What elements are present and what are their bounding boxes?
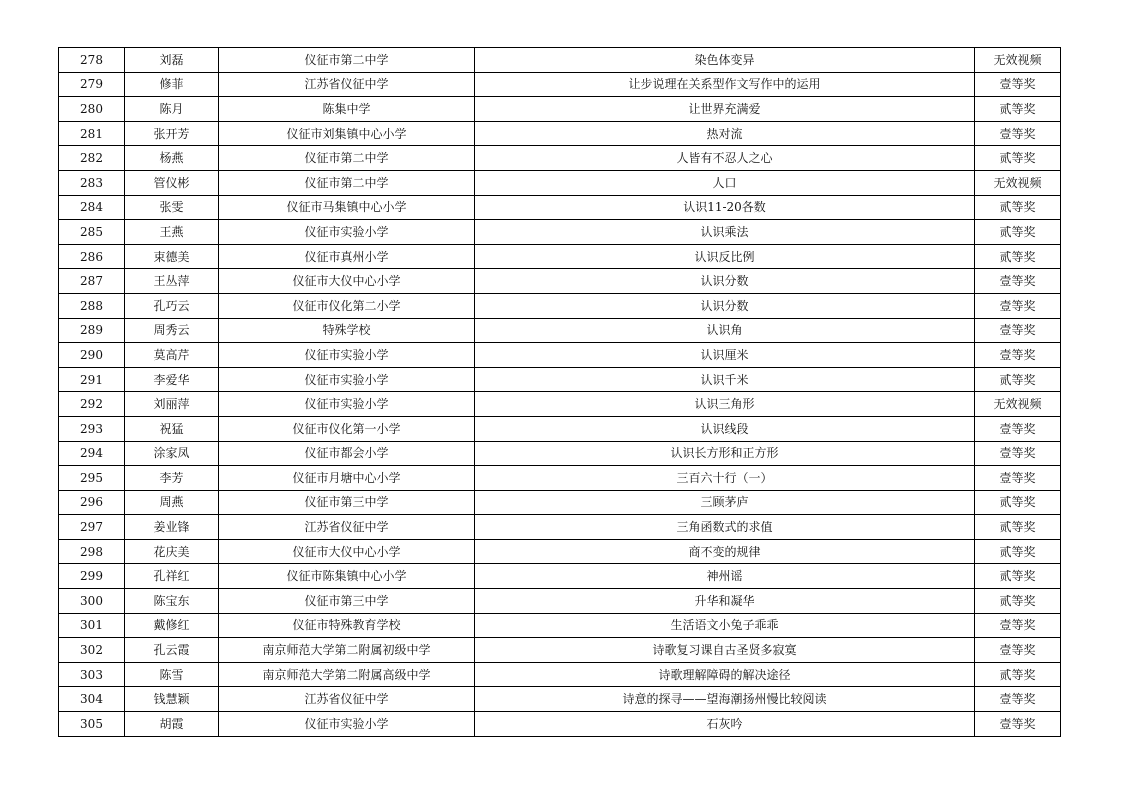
cell-school: 仪征市都会小学 (219, 441, 475, 466)
cell-award: 无效视频 (975, 170, 1061, 195)
table-row (59, 441, 1061, 466)
cell-school: 仪征市第三中学 (219, 589, 475, 614)
cell-award: 贰等奖 (975, 97, 1061, 122)
cell-teacher-name: 孔云霞 (125, 638, 219, 663)
cell-school: 南京师范大学第二附属高级中学 (219, 662, 475, 687)
cell-school: 江苏省仪征中学 (219, 687, 475, 712)
cell-serial-number: 285 (59, 220, 125, 245)
cell-school: 仪征市月塘中心小学 (219, 466, 475, 491)
table-row (59, 318, 1061, 343)
cell-serial-number: 278 (59, 48, 125, 73)
cell-school: 仪征市真州小学 (219, 244, 475, 269)
cell-award: 壹等奖 (975, 318, 1061, 343)
cell-serial-number: 293 (59, 416, 125, 441)
table-row (59, 392, 1061, 417)
cell-lesson-title: 三角函数式的求值 (475, 515, 975, 540)
cell-lesson-title: 让步说理在关系型作文写作中的运用 (475, 72, 975, 97)
cell-serial-number: 302 (59, 638, 125, 663)
cell-award: 贰等奖 (975, 367, 1061, 392)
cell-teacher-name: 王丛萍 (125, 269, 219, 294)
cell-teacher-name: 王燕 (125, 220, 219, 245)
cell-teacher-name: 张雯 (125, 195, 219, 220)
cell-school: 仪征市大仪中心小学 (219, 539, 475, 564)
cell-school: 江苏省仪征中学 (219, 72, 475, 97)
cell-teacher-name: 李爱华 (125, 367, 219, 392)
cell-school: 陈集中学 (219, 97, 475, 122)
cell-lesson-title: 认识11-20各数 (475, 195, 975, 220)
cell-teacher-name: 刘磊 (125, 48, 219, 73)
cell-teacher-name: 戴修红 (125, 613, 219, 638)
cell-award: 贰等奖 (975, 490, 1061, 515)
cell-award: 贰等奖 (975, 589, 1061, 614)
cell-teacher-name: 莫高芹 (125, 343, 219, 368)
cell-school: 仪征市特殊教育学校 (219, 613, 475, 638)
cell-teacher-name: 姜业锋 (125, 515, 219, 540)
cell-award: 贰等奖 (975, 515, 1061, 540)
cell-teacher-name: 祝猛 (125, 416, 219, 441)
cell-lesson-title: 人皆有不忍人之心 (475, 146, 975, 171)
cell-award: 壹等奖 (975, 638, 1061, 663)
cell-school: 仪征市第二中学 (219, 48, 475, 73)
cell-serial-number: 284 (59, 195, 125, 220)
cell-serial-number: 305 (59, 712, 125, 737)
table-row (59, 539, 1061, 564)
cell-school: 仪征市实验小学 (219, 220, 475, 245)
table-row (59, 220, 1061, 245)
cell-serial-number: 304 (59, 687, 125, 712)
cell-serial-number: 300 (59, 589, 125, 614)
cell-award: 壹等奖 (975, 441, 1061, 466)
cell-lesson-title: 三顾茅庐 (475, 490, 975, 515)
cell-serial-number: 289 (59, 318, 125, 343)
cell-lesson-title: 生活语文小兔子乖乖 (475, 613, 975, 638)
cell-serial-number: 303 (59, 662, 125, 687)
table-row (59, 638, 1061, 663)
cell-lesson-title: 热对流 (475, 121, 975, 146)
table-body (59, 48, 1061, 737)
cell-lesson-title: 商不变的规律 (475, 539, 975, 564)
table-row (59, 466, 1061, 491)
cell-teacher-name: 陈宝东 (125, 589, 219, 614)
cell-teacher-name: 花庆美 (125, 539, 219, 564)
cell-award: 贰等奖 (975, 195, 1061, 220)
table-row (59, 121, 1061, 146)
table-row (59, 416, 1061, 441)
cell-award: 贰等奖 (975, 564, 1061, 589)
cell-teacher-name: 杨燕 (125, 146, 219, 171)
cell-teacher-name: 周燕 (125, 490, 219, 515)
cell-lesson-title: 认识千米 (475, 367, 975, 392)
table-row (59, 244, 1061, 269)
cell-lesson-title: 三百六十行（一） (475, 466, 975, 491)
cell-award: 壹等奖 (975, 72, 1061, 97)
cell-lesson-title: 认识分数 (475, 269, 975, 294)
cell-teacher-name: 钱慧颖 (125, 687, 219, 712)
cell-serial-number: 301 (59, 613, 125, 638)
cell-school: 仪征市刘集镇中心小学 (219, 121, 475, 146)
cell-lesson-title: 神州谣 (475, 564, 975, 589)
cell-teacher-name: 刘丽萍 (125, 392, 219, 417)
table-row (59, 712, 1061, 737)
cell-school: 仪征市陈集镇中心小学 (219, 564, 475, 589)
cell-teacher-name: 李芳 (125, 466, 219, 491)
cell-school: 仪征市实验小学 (219, 392, 475, 417)
table-row (59, 589, 1061, 614)
cell-lesson-title: 染色体变异 (475, 48, 975, 73)
cell-school: 仪征市仪化第一小学 (219, 416, 475, 441)
cell-school: 南京师范大学第二附属初级中学 (219, 638, 475, 663)
cell-award: 贰等奖 (975, 244, 1061, 269)
table-row (59, 343, 1061, 368)
cell-award: 贰等奖 (975, 146, 1061, 171)
cell-school: 仪征市实验小学 (219, 367, 475, 392)
table-row (59, 293, 1061, 318)
table-row (59, 662, 1061, 687)
cell-lesson-title: 认识长方形和正方形 (475, 441, 975, 466)
cell-award: 壹等奖 (975, 343, 1061, 368)
cell-award: 无效视频 (975, 48, 1061, 73)
cell-award: 无效视频 (975, 392, 1061, 417)
cell-teacher-name: 张开芳 (125, 121, 219, 146)
cell-teacher-name: 陈月 (125, 97, 219, 122)
cell-serial-number: 283 (59, 170, 125, 195)
cell-serial-number: 280 (59, 97, 125, 122)
cell-lesson-title: 认识角 (475, 318, 975, 343)
cell-school: 仪征市马集镇中心小学 (219, 195, 475, 220)
cell-serial-number: 279 (59, 72, 125, 97)
cell-lesson-title: 升华和凝华 (475, 589, 975, 614)
cell-teacher-name: 束德美 (125, 244, 219, 269)
cell-teacher-name: 胡霞 (125, 712, 219, 737)
cell-serial-number: 288 (59, 293, 125, 318)
cell-award: 贰等奖 (975, 539, 1061, 564)
cell-serial-number: 281 (59, 121, 125, 146)
table-row (59, 170, 1061, 195)
cell-award: 壹等奖 (975, 712, 1061, 737)
cell-serial-number: 294 (59, 441, 125, 466)
cell-award: 贰等奖 (975, 220, 1061, 245)
cell-school: 特殊学校 (219, 318, 475, 343)
cell-lesson-title: 石灰吟 (475, 712, 975, 737)
cell-school: 仪征市第二中学 (219, 170, 475, 195)
cell-award: 壹等奖 (975, 613, 1061, 638)
cell-school: 江苏省仪征中学 (219, 515, 475, 540)
cell-lesson-title: 认识三角形 (475, 392, 975, 417)
cell-lesson-title: 认识线段 (475, 416, 975, 441)
cell-teacher-name: 孔祥红 (125, 564, 219, 589)
table-row (59, 146, 1061, 171)
cell-lesson-title: 诗歌理解障碍的解决途径 (475, 662, 975, 687)
cell-lesson-title: 认识分数 (475, 293, 975, 318)
cell-school: 仪征市仪化第二小学 (219, 293, 475, 318)
table-row (59, 490, 1061, 515)
cell-lesson-title: 认识乘法 (475, 220, 975, 245)
cell-serial-number: 282 (59, 146, 125, 171)
cell-serial-number: 291 (59, 367, 125, 392)
cell-lesson-title: 认识反比例 (475, 244, 975, 269)
cell-serial-number: 295 (59, 466, 125, 491)
cell-serial-number: 298 (59, 539, 125, 564)
cell-serial-number: 299 (59, 564, 125, 589)
cell-award: 壹等奖 (975, 293, 1061, 318)
table-row (59, 613, 1061, 638)
cell-teacher-name: 孔巧云 (125, 293, 219, 318)
cell-lesson-title: 诗歌复习课自古圣贤多寂寞 (475, 638, 975, 663)
cell-award: 壹等奖 (975, 121, 1061, 146)
cell-school: 仪征市大仪中心小学 (219, 269, 475, 294)
table-row (59, 687, 1061, 712)
table-row (59, 564, 1061, 589)
cell-serial-number: 290 (59, 343, 125, 368)
cell-serial-number: 296 (59, 490, 125, 515)
cell-award: 壹等奖 (975, 416, 1061, 441)
cell-award: 壹等奖 (975, 466, 1061, 491)
cell-lesson-title: 让世界充满爱 (475, 97, 975, 122)
cell-serial-number: 297 (59, 515, 125, 540)
cell-award: 壹等奖 (975, 687, 1061, 712)
cell-award: 壹等奖 (975, 269, 1061, 294)
cell-teacher-name: 修菲 (125, 72, 219, 97)
cell-school: 仪征市第二中学 (219, 146, 475, 171)
table-row (59, 367, 1061, 392)
cell-lesson-title: 认识厘米 (475, 343, 975, 368)
cell-teacher-name: 涂家凤 (125, 441, 219, 466)
cell-teacher-name: 周秀云 (125, 318, 219, 343)
cell-serial-number: 286 (59, 244, 125, 269)
table-row (59, 269, 1061, 294)
cell-lesson-title: 人口 (475, 170, 975, 195)
table-row (59, 97, 1061, 122)
cell-school: 仪征市实验小学 (219, 712, 475, 737)
table-row (59, 48, 1061, 73)
cell-teacher-name: 陈雪 (125, 662, 219, 687)
cell-school: 仪征市第三中学 (219, 490, 475, 515)
cell-serial-number: 292 (59, 392, 125, 417)
table-row (59, 195, 1061, 220)
cell-school: 仪征市实验小学 (219, 343, 475, 368)
table-row (59, 515, 1061, 540)
cell-teacher-name: 管仪彬 (125, 170, 219, 195)
cell-award: 贰等奖 (975, 662, 1061, 687)
cell-serial-number: 287 (59, 269, 125, 294)
award-results-table (58, 47, 1061, 737)
table-row (59, 72, 1061, 97)
cell-lesson-title: 诗意的探寻——望海潮扬州慢比较阅读 (475, 687, 975, 712)
